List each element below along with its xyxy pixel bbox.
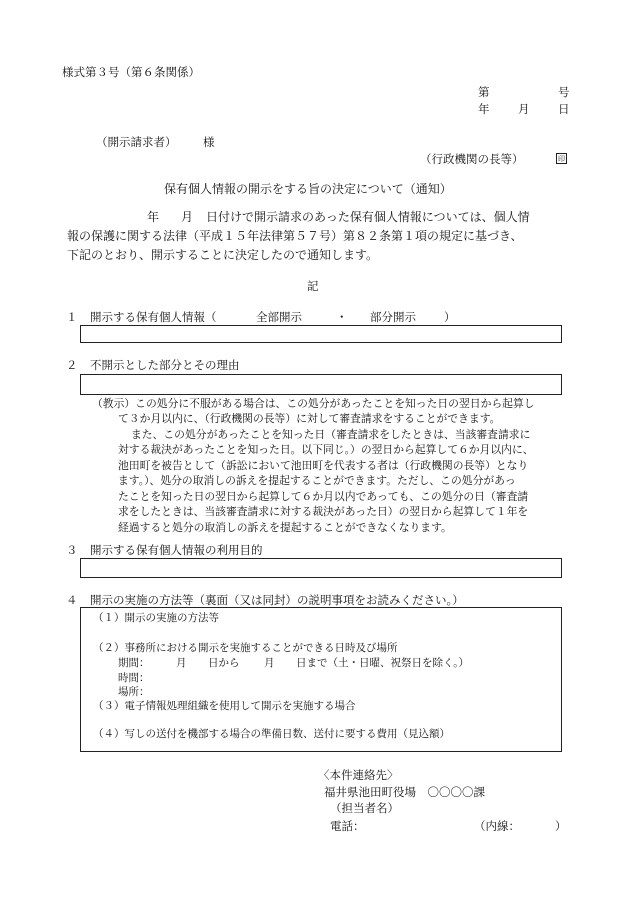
section1-close: ） (444, 310, 456, 324)
period-month1: 月 (176, 657, 187, 669)
requester-label: （開示請求者） (96, 135, 177, 149)
number-suffix: 号 (558, 85, 570, 99)
section1-number: １ (66, 310, 78, 324)
body-line1-year: 年 (147, 210, 160, 224)
contact-extension-close: ） (555, 819, 567, 833)
time-label: 時間： (118, 672, 150, 684)
notice-line1: （教示）この処分に不服がある場合は、この処分があったことを知った日の翌日から起算し (92, 397, 535, 410)
contact-phone: 電話： (330, 819, 365, 833)
section4-item4: （４）写しの送付を機部する場合の準備日数、送付に要する費用（見込額） (93, 728, 450, 740)
requester-honorific: 様 (203, 135, 215, 149)
period-to: 日まで（土・日曜、祝祭日を除く。） (296, 657, 470, 669)
number-prefix: 第 (478, 85, 490, 99)
body-line3: 下記のとおり、開示することに決定したので通知します。 (67, 248, 379, 262)
place-label: 場所： (118, 686, 150, 698)
section3-number: ３ (66, 543, 78, 557)
notice-line7: たことを知った日の翌日から起算して６か月以内であっても、この処分の日（審査請 (118, 490, 529, 503)
form-label: 様式第３号（第６条関係） (62, 65, 200, 79)
body-line1-month: 月 (181, 210, 194, 224)
period-from: 日から (208, 657, 240, 669)
notice-line2: て３か月以内に、（行政機関の長等）に対して審査請求をすることができます。 (118, 412, 501, 425)
section3-field[interactable] (80, 558, 562, 578)
contact-office: 福井県池田町役場 〇〇〇〇課 (324, 785, 485, 799)
notice-line5: 池田町を被告として（訴訟において池田町を代表する者は（行政機関の長等）となり (118, 459, 529, 472)
body-line2: 報の保護に関する法律（平成１５年法律第５７号）第８２条第１項の規定に基づき、 (67, 229, 523, 243)
contact-heading: 〈本件連絡先〉 (318, 768, 399, 782)
body-line1-rest: 日付けで開示請求のあった保有個人情報については、個人情 (206, 210, 530, 224)
section4-item1: （１）開示の実施の方法等 (93, 612, 219, 624)
notice-line9: 経過すると処分の取消しの訴えを提起することができなくなります。 (118, 521, 452, 534)
section1-option-partial: 部分開示 (370, 310, 416, 324)
section4-title: 開示の実施の方法等（裏面（又は同封）の説明事項をお読みください。） (90, 593, 464, 607)
section1-field[interactable] (80, 325, 562, 343)
ki-heading: 記 (307, 279, 319, 293)
period-month2: 月 (264, 657, 275, 669)
section4-item2: （２）事務所における開示を実施することができる日時及び場所 (93, 642, 398, 654)
section1-option-full: 全部開示 (256, 310, 302, 324)
notice-line6: ます。）、処分の取消しの訴えを提起することができます。ただし、この処分があっ (118, 474, 516, 487)
contact-person: （担当者名） (330, 801, 399, 815)
section1-separator: ・ (336, 310, 348, 324)
notice-line3: また、この処分があったことを知った日（審査請求をしたときは、当該審査請求に (131, 428, 531, 441)
section4-number: ４ (66, 593, 78, 607)
section2-title: 不開示とした部分とその理由 (90, 358, 240, 372)
section2-number: ２ (66, 358, 78, 372)
section4-item3: （３）電子情報処理組織を使用して開示を実施する場合 (93, 700, 356, 712)
date-day: 日 (558, 102, 570, 116)
issuer-label: （行政機関の長等） (420, 152, 524, 166)
section1-title: 開示する保有個人情報（ (90, 310, 217, 324)
section3-title: 開示する保有個人情報の利用目的 (90, 543, 263, 557)
notice-line4: 対する裁決があったことを知った日。以下同じ。）の翌日から起算して６か月以内に、 (118, 443, 534, 456)
seal-icon: 印 (558, 155, 565, 163)
date-year: 年 (478, 102, 490, 116)
section2-field[interactable] (80, 374, 562, 395)
document-title: 保有個人情報の開示をする旨の決定について（通知） (164, 182, 452, 196)
contact-extension-open: （内線： (474, 819, 520, 833)
date-month: 月 (518, 102, 530, 116)
notice-line8: 求をしたときは、当該審査請求に対する裁決があった日）の翌日から起算して１年を (118, 505, 529, 518)
period-label: 期間： (118, 657, 150, 669)
